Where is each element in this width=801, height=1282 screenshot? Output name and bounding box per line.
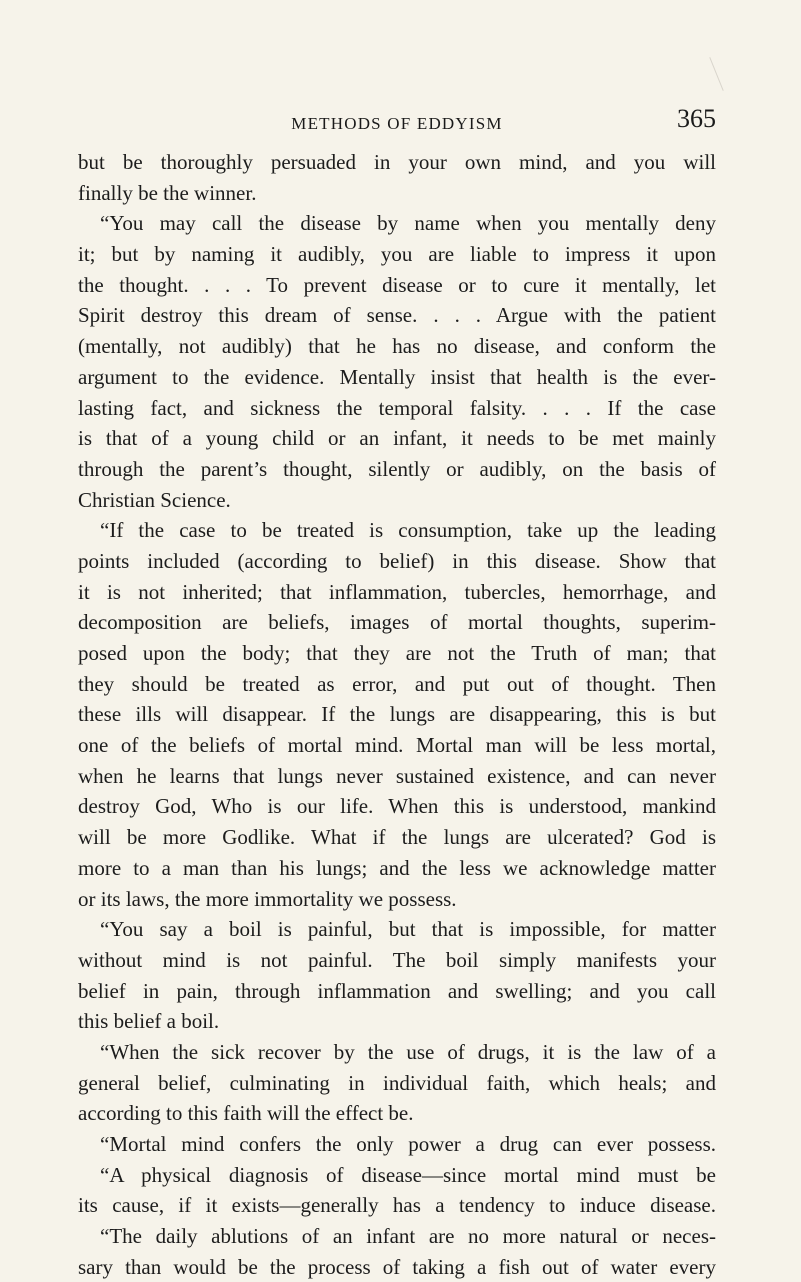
text-line: they should be treated as error, and put out of thought. Then [78,671,716,696]
text-line: “If the case to be treated is consumption, take up the leading [100,518,716,543]
text-line: general belief, culminating in individual faith, which heals; and [78,1070,716,1095]
text-line: these ills will disappear. If the lungs are disappearing, this is but [78,702,716,727]
text-line: “A physical diagnosis of disease—since mortal mind must be [100,1162,716,1187]
text-line: (mentally, not audibly) that he has no disease, and conform the [78,334,716,359]
text-line: through the parent’s thought, silently or audibly, on the basis of [78,456,716,481]
text-line: sary than would be the process of taking a fish out of water every [78,1254,716,1279]
text-line: “When the sick recover by the use of drugs, it is the law of a [100,1039,716,1064]
text-line: it is not inherited; that inflammation, tubercles, hemorrhage, and [78,579,716,604]
text-line: “Mortal mind confers the only power a drug can ever possess. [100,1132,716,1156]
text-line: argument to the evidence. Mentally insist that health is the ever- [78,364,716,389]
text-line: but be thoroughly persuaded in your own mind, and you will [78,150,716,174]
text-line: the thought. . . . To prevent disease or to cure it mentally, let [78,272,716,297]
text-line: is that of a young child or an infant, it needs to be met mainly [78,426,716,451]
text-line: according to this faith will the effect be. [78,1101,414,1126]
text-line: or its laws, the more immortality we possess. [78,886,457,911]
text-line: more to a man than his lungs; and the less we acknowledge matter [78,855,716,880]
pencil-mark [709,57,723,91]
text-line: finally be the winner. [78,180,257,205]
running-title: METHODS OF EDDYISM [291,114,503,133]
text-line: it; but by naming it audibly, you are liable to impress it upon [78,242,716,267]
text-line: lasting fact, and sickness the temporal falsity. . . . If the case [78,395,716,420]
text-line: posed upon the body; that they are not the Truth of man; that [78,641,716,665]
text-line: decomposition are beliefs, images of mortal thoughts, superim- [78,610,716,635]
text-line: when he learns that lungs never sustained existence, and can never [78,763,716,788]
text-line: points included (according to belief) in this disease. Show that [78,548,716,573]
page-number: 365 [677,104,716,133]
text-line: “You may call the disease by name when you mentally deny [100,211,716,236]
text-line: this belief a boil. [78,1009,220,1034]
text-line: its cause, if it exists—generally has a tendency to induce disease. [78,1193,716,1218]
text-line: one of the beliefs of mortal mind. Mortal man will be less mortal, [78,733,716,758]
text-line: belief in pain, through inflammation and swelling; and you call [78,978,716,1003]
text-line: “The daily ablutions of an infant are no more natural or neces- [100,1224,716,1249]
running-head [78,100,716,140]
text-line: Spirit destroy this dream of sense. . . . Argue with the patient [78,303,716,328]
text-line: Christian Science. [78,487,231,512]
body-text [78,147,716,1282]
text-line: destroy God, Who is our life. When this is understood, mankind [78,794,716,819]
text-line: without mind is not painful. The boil simply manifests your [78,947,716,972]
text-line: “You say a boil is painful, but that is impossible, for matter [100,917,716,942]
text-line: will be more Godlike. What if the lungs are ulcerated? God is [78,825,716,850]
